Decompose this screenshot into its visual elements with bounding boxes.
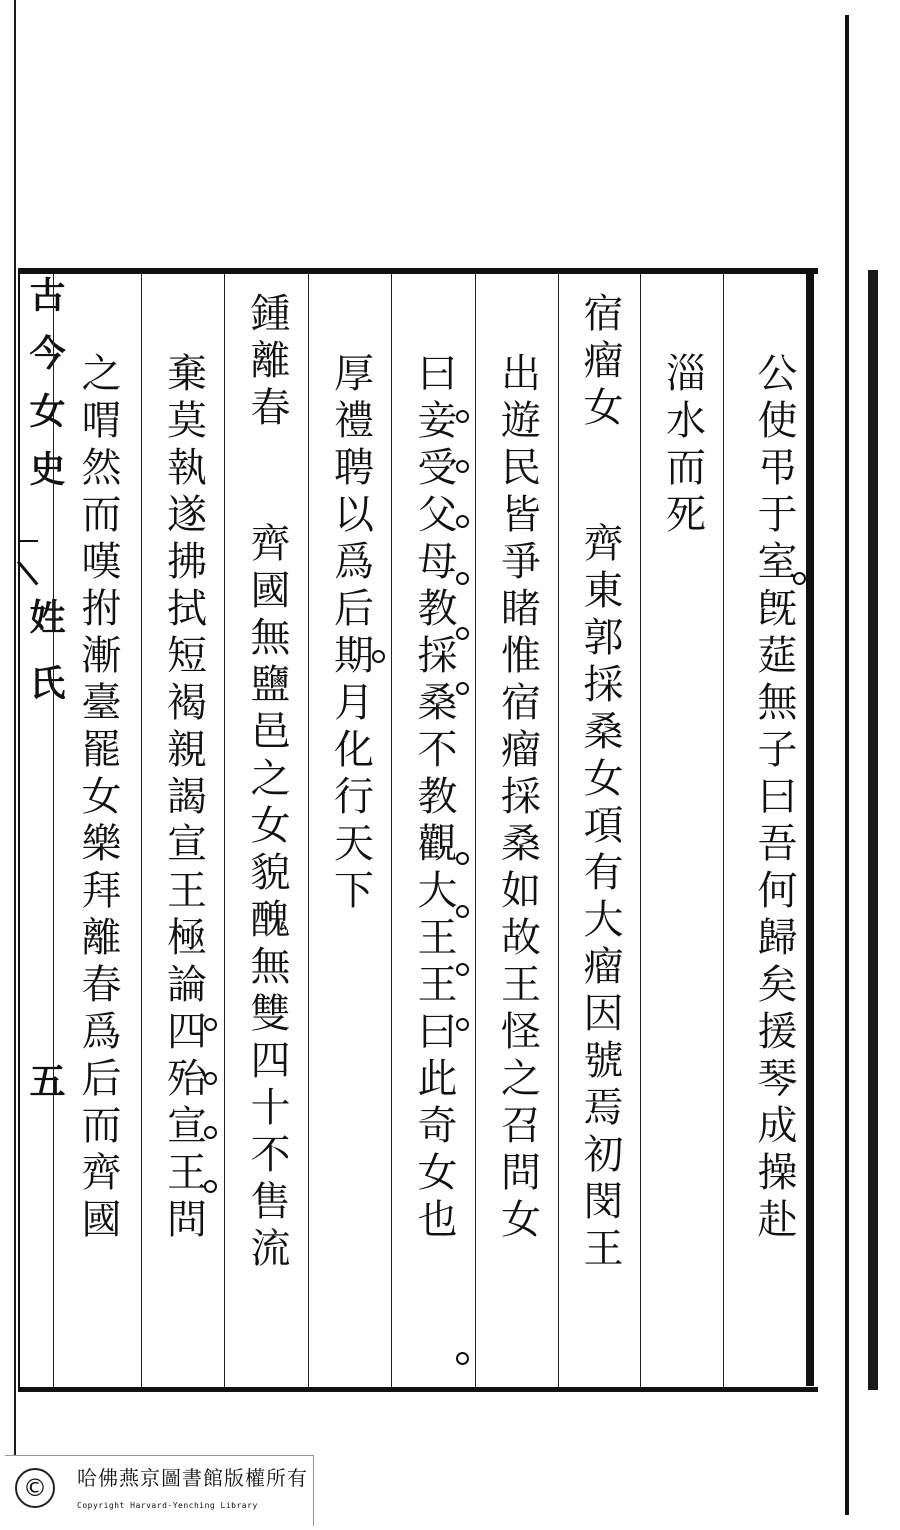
punctuation-circle (456, 963, 469, 976)
page-edge-right (845, 15, 849, 1515)
margin-char: 氏 (24, 664, 66, 700)
column-text: 之喟然而嘆拊漸臺罷女樂拜離春爲后而齊國 (75, 352, 121, 1245)
copyright-english: Copyright Harvard-Yenching Library (77, 1501, 258, 1510)
frame-right-border (806, 268, 814, 1386)
punctuation-circle (456, 460, 469, 473)
text-column (308, 274, 392, 1387)
page-number: 五 (24, 1062, 66, 1098)
copyright-chinese: 哈佛燕京圖書館版權所有 (77, 1466, 308, 1490)
punctuation-circle (456, 627, 469, 640)
frame-left-border (18, 274, 55, 1387)
page-edge-left (14, 0, 16, 1500)
punctuation-circle (456, 572, 469, 585)
punctuation-circle (456, 852, 469, 865)
column-text: 棄莫執遂拂拭短褐親謁宣王極論四殆宣王問 (160, 352, 207, 1245)
punctuation-circle (204, 1180, 217, 1193)
text-column (141, 274, 225, 1387)
punctuation-circle (456, 515, 469, 528)
column-text: 齊國無鹽邑之女貌醜無雙四十不售流 (244, 522, 290, 1274)
column-text: 曰妾受父母教採桑不教觀大王王曰此奇女也 (411, 352, 457, 1245)
text-column (558, 274, 641, 1387)
facing-page-edge (868, 270, 878, 1390)
margin-char: 姓 (24, 598, 66, 634)
punctuation-circle (456, 682, 469, 695)
column-text: 厚禮聘以爲后期月化行天下 (327, 352, 374, 916)
punctuation-circle (456, 1018, 469, 1031)
biography-title: 鍾離春 (244, 292, 290, 433)
column-text: 淄水而死 (659, 352, 706, 540)
punctuation-circle (456, 905, 469, 918)
punctuation-circle (456, 1352, 469, 1365)
margin-char: 史 (24, 450, 66, 486)
biography-title: 宿瘤女 (577, 292, 623, 433)
margin-char: 女 (24, 392, 66, 428)
text-column (53, 274, 142, 1387)
text-column (640, 274, 724, 1387)
text-column (475, 274, 559, 1387)
copyright-icon: © (15, 1468, 55, 1508)
margin-char: 古 (24, 276, 66, 312)
column-text: 出遊民皆爭睹惟宿瘤採桑如故王怪之召問女 (494, 352, 541, 1245)
punctuation-circle (204, 1072, 217, 1085)
punctuation-circle (793, 572, 806, 585)
margin-char: 今 (24, 334, 66, 370)
column-text: 齊東郭採桑女項有大瘤因號焉初閔王 (577, 522, 623, 1274)
punctuation-circle (204, 1018, 217, 1031)
text-column (391, 274, 476, 1387)
copyright-stamp (5, 1455, 314, 1526)
punctuation-circle (204, 1126, 217, 1139)
text-column (224, 274, 309, 1387)
punctuation-circle (372, 650, 385, 663)
column-text: 公使弔于室旣莚無子曰吾何歸矣援琴成操赴 (751, 352, 797, 1245)
punctuation-circle (456, 410, 469, 423)
text-frame (18, 268, 818, 1392)
